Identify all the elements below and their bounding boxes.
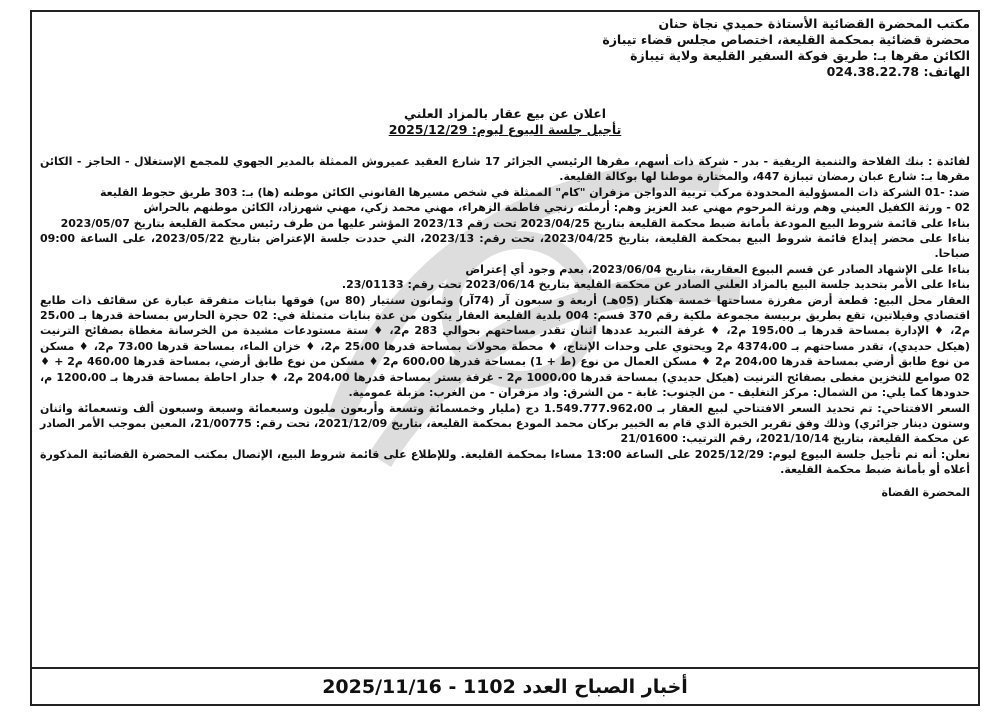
signature: المحضرة القضاة bbox=[881, 485, 970, 499]
heirs-paragraph: 02 - ورثة الكفيل العيني وهم ورثة المرحوم مهني عبد العزيز وهم: أرملته رنجي فاطمة الزهراء، مهني محمد زكي، مهني شهرزاد، الكائن موطنهم بالحراش bbox=[143, 201, 970, 215]
beneficiary-paragraph: لفائدة : بنك الفلاحة والتنمية الريفية - بدر - شركة ذات أسهم، مقرها الرئيسي الجزائر 17 شارع العقيد عميروش الممثلة بالمدير الجهوي للمجمع الإستغلال - الحاجز - الكائن مقرها بـ: شارع عبان رمضان تيبازة 447، والمختارة موطنا لها بوكالة القليعة. bbox=[40, 155, 970, 184]
office-phone: الهاتف: 024.38.22.78 bbox=[826, 64, 970, 79]
newspaper-footer: أخبار الصباح العدد 1102 - 2025/11/16 bbox=[322, 676, 688, 698]
property-paragraph: العقار محل البيع: قطعة أرض مفرزة مساحتها خمسة هكتار (05هـ) أربعة و سبعون آر (74آر) وثمانون سنتيار (80 س) فوقها بنايات متفرقة عبارة عن سقائف ذات طابع اقتصادي وفيلاتين، تقع بطريق بربيسة مجموعة ملكية رقم 370 قسم: 004 بلدية القليعة العقار يتكون من عدة بنايات متمثلة في: 02 حجرة الحارس بمساحة قدرها بـ 25،00 م2، ♦ الإدارة بمساحة قدرها بـ 195،00 م2، ♦ غرفة التبريد عددها اثنان تقدر مساحتهم بحوالي 283 م2، ♦ ستة مستودعات مشيدة من الخرسانة مغطاة بصفائح الترنيت (هيكل حديدي)، تقدر مساحتهم بـ 4374،00 م2 ويحتوي على وحدات الإنتاج، ♦ محطة محولات بمساحة قدرها 25،00 م2، ♦ خزان الماء، بمساحة قدرها 73،00 م2، ♦ مسكن من نوع طابق أرضي بمساحة قدرها 204،00 م2 ♦ مسكن العمال من نوع (ط + 1) بمساحة قدرها 600،00 م2 ♦ مسكن من نوع طابق أرضي، بمساحة قدرها 460،00 م2 + ♦ 02 صوامع للتخزين مغطى بصفائح الترنيت (هيكل حديدي) بمساحة قدرها 1000،00 م2 - غرفة بستر بمساحة قدرها 204،00 م2، ♦ جدار احاطة بمساحة قدرها بـ 1200،00 م، حدودها كما يلي: من الشمال: مركز التغليف - من الجنوب: غابة - من الشرق: واد مزفران - من الغرب: مزبلة عمومية. bbox=[40, 293, 970, 400]
footer-divider bbox=[32, 667, 978, 669]
office-jurisdiction: محضرة قضائية بمحكمة القليعة، اختصاص مجلس قضاء تيبازة bbox=[602, 32, 970, 47]
conditions-paragraph: بناءا على قائمة شروط البيع المودعة بأمانة ضبط محكمة القليعة بتاريخ 2023/04/25 تحت رقم 2023/13 المؤشر عليها من طرف رئيس محكمة القليعة بتاريخ 2023/05/07 bbox=[60, 216, 970, 230]
office-name: مكتب المحضرة القضائية الأستاذة حميدي نجاة حنان bbox=[658, 16, 970, 31]
notice-body bbox=[40, 154, 970, 499]
notice-title: اعلان عن بيع عقار بالمزاد العلني bbox=[403, 106, 607, 121]
certificate-paragraph: بناءا على الإشهاد الصادر عن قسم البيوع العقارية، بتاريخ 2023/06/04، بعدم وجود أي إعتراض bbox=[465, 262, 970, 276]
notice-content bbox=[40, 16, 970, 499]
notice-subtitle: تأجيل جلسة البيوع ليوم: 2025/12/29 bbox=[388, 122, 622, 137]
announcement-paragraph: نعلن: أنه تم تأجيل جلسة البيوع ليوم: 2025/12/29 على الساعة 13:00 مساءا بمحكمة القليعة. وللإطلاع على قائمة شروط البيع، الإتصال بمكتب المحضرة القضائية المذكورة أعلاه أو بأمانة ضبط محكمة القليعة. bbox=[40, 447, 971, 477]
order-paragraph: بناءا على الأمر بتحديد جلسة البيع بالمزاد العلني الصادر عن محكمة القليعة بتاريخ 2023/06/14 تحت رقم: 23/01133. bbox=[341, 278, 970, 292]
price-paragraph: السعر الافتتاحي: تم تحديد السعر الافتتاحي لبيع العقار بـ 1.549.777.962،00 دج (مليار وخمسمائة وتسعة وأربعون مليون وسبعمائة وسبعة وسبعون ألف وتسعمائة واثنان وستون دينار جزائري) وذلك وفق تقرير الخبرة الذي قام به الخبير بركان محمد المودع بمحكمة القليعة، بتاريخ 2021/12/09، تحت رقم: 21/00775، المعين بموجب الأمر الصادر عن محكمة القليعة، بتاريخ 2021/10/14، رقم الترتيب: 21/01600 bbox=[40, 401, 970, 446]
bailiff-office-header bbox=[40, 16, 970, 80]
notice-heading bbox=[40, 106, 970, 138]
deposit-paragraph: بناءا على محضر إيداع قائمة شروط البيع بمحكمة القليعة، بتاريخ 2023/04/25، تحت رقم: 2023/13، التي حددت جلسة الإعتراض بتاريخ 2023/05/22، على الساعة 09:00 صباحا. bbox=[40, 232, 970, 261]
defendant-paragraph: ضد: -01 الشركة ذات المسؤولية المحدودة مركب تربية الدواجن مزفران "كام" الممثلة في شخص مسيرها القانوني الكائن موطنه (ها) بـ: 303 طريق حجوط القليعة bbox=[100, 185, 970, 199]
office-address: الكائن مقرها بـ: طريق فوكة السفير القليعة ولاية تيبازة bbox=[630, 48, 970, 63]
